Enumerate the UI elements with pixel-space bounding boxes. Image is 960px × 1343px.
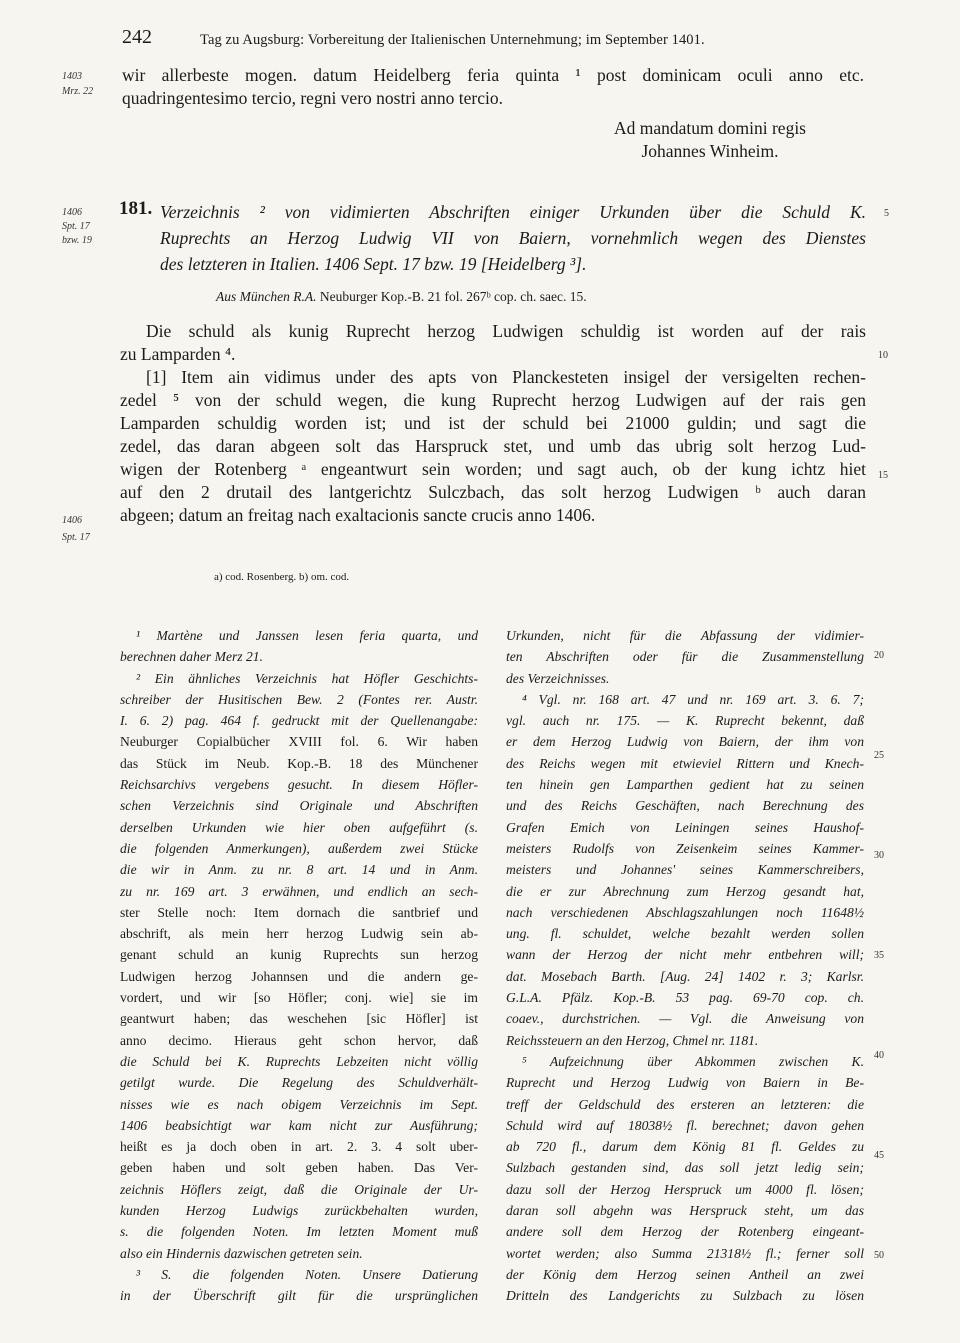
line-number: 45 — [874, 1150, 884, 1161]
entry-number: 181. — [119, 198, 153, 219]
footnote-line: zeichnis Höflers zeigt, daß die Originale der Ur- — [120, 1181, 478, 1197]
intro-line: wir allerbeste mogen. datum Heidelberg feria quinta ¹ post dominicam oculi anno etc. — [122, 65, 864, 85]
footnote-line: der König dem Herzog seinen Antheil an zwei — [506, 1266, 864, 1282]
intro-text — [122, 64, 864, 110]
title-line: Verzeichnis ² von vidimierten Abschriften einiger Urkunden über die Schuld K. — [160, 202, 866, 222]
footnote-line: wortet werden; also Summa 21318½ fl.; ferner soll — [506, 1245, 864, 1261]
footnote-line: genant schuld an kunig Ruprechts sun herzog — [120, 947, 478, 963]
footnote-line: Ludwigen herzog Johannsen und die andern ge- — [120, 968, 478, 984]
footnote-line: s. die folgenden Noten. Im letzten Moment muß — [120, 1224, 478, 1240]
line-number: 25 — [874, 750, 884, 761]
footnote-line: Urkunden, nicht für die Abfassung der vidimier- — [506, 628, 864, 643]
footnote-line: daran soll abgehn was Herspruck steht, um das — [506, 1203, 864, 1219]
footnote-line: schen Verzeichnis sind Originale und Abschriften — [120, 798, 478, 814]
footnote-line: I. 6. 2) pag. 464 f. gedruckt mit der Quellenangabe: — [120, 713, 478, 729]
signature-line: Johannes Winheim. — [641, 141, 779, 161]
line-number: 30 — [874, 850, 884, 861]
line-number: 10 — [878, 350, 888, 361]
footnote-line: geben haben und solt geben haben. Das Ver- — [120, 1160, 478, 1176]
body-line: Die schuld als kunig Ruprecht herzog Ludwigen schuldig ist worden auf der rais — [146, 321, 866, 341]
footnote-line: Ruprecht und Herzog Ludwig von Baiern in Be- — [506, 1075, 864, 1091]
footnotes-left — [120, 625, 478, 1307]
footnote-line: abschrift, als mein herr herzog Ludwig sein ab- — [120, 926, 478, 942]
footnote-line: Reichssteuern an den Herzog, Chmel nr. 1181. — [506, 1032, 759, 1048]
body-line: wigen der Rotenberg ᵃ engeantwurt sein worden; und sagt auch, ob der kung ichtz hiet — [120, 459, 866, 479]
footnote-line: 1406 beabsichtigt war kam nicht zur Ausführung; — [120, 1117, 478, 1133]
body-line: zedel ⁵ von der schuld wegen, die kung Ruprecht herzog Ludwigen auf der rais gen — [120, 390, 866, 410]
footnote-line: derselben Urkunden wie hier oben aufgeführt (s. — [120, 819, 478, 835]
footnote-line: also ein Hindernis dazwischen getreten sein. — [120, 1245, 363, 1261]
source-line — [216, 289, 587, 305]
footnote-line: getilgt wurde. Die Regelung des Schuldverhält- — [120, 1075, 478, 1091]
body-line: Lamparden schuldig worden ist; und ist der schuld bei 21000 guldin; und sagt die — [120, 413, 866, 433]
body-margin-year: 1406 — [62, 515, 82, 526]
body-margin-date: Spt. 17 — [62, 532, 90, 543]
footnote-line: ten Abschriften oder für die Zusammenstellung — [506, 649, 864, 665]
footnote-line: das Stück im Neub. Kop.-B. 18 des Münchener — [120, 755, 478, 771]
footnotes-right — [506, 625, 864, 1307]
intro-line: quadringentesimo tercio, regni vero nostri anno tercio. — [122, 88, 503, 108]
footnote-line: nisses wie es nach obigem Verzeichnis im Sept. — [120, 1096, 478, 1112]
source-reference: Neuburger Kop.-B. 21 fol. 267ᵇ cop. ch. saec. 15. — [319, 289, 587, 304]
title-line: Ruprechts an Herzog Ludwig VII von Baiern, vornehmlich wegen des Dienstes — [160, 228, 866, 248]
footnote-line: des Verzeichnisses. — [506, 670, 610, 686]
footnote-line: andere soll dem Herzog der Rotenberg eingeant- — [506, 1224, 864, 1240]
footnote-line: die wir in Anm. zu nr. 8 art. 14 und in Anm. — [120, 862, 478, 878]
line-number: 35 — [874, 950, 884, 961]
line-number: 5 — [884, 208, 889, 219]
footnote-line: ¹ Martène und Janssen lesen feria quarta, und — [136, 628, 478, 643]
document-body — [120, 320, 866, 527]
footnote-line: Reichsarchivs vergebens gesucht. In diesem Höfler- — [120, 777, 478, 793]
entry-margin-year: 1406 — [62, 207, 82, 218]
source-archive: Aus München R.A. — [216, 289, 317, 304]
footnote-line: coaev., durchstrichen. — Vgl. die Anweisung von — [506, 1011, 864, 1027]
margin-year: 1403 — [62, 71, 82, 82]
footnote-line: ster Stelle noch: Item dornach die santbrief und — [120, 904, 478, 920]
footnote-line: Grafen Emich von Leiningen seines Haushof- — [506, 819, 864, 835]
body-line: [1] Item ain vidimus under des apts von Planckesteten insigel der versigelten rechen- — [146, 367, 866, 387]
footnote-line: ² Ein ähnliches Verzeichnis hat Höfler Geschichts- — [136, 670, 478, 686]
line-number: 40 — [874, 1050, 884, 1061]
footnote-line: ung. fl. schuldet, welche bezahlt werden sollen — [506, 926, 864, 942]
body-line: abgeen; datum an freitag nach exaltacionis sancte crucis anno 1406. — [120, 505, 596, 525]
footnote-line: ten hinein gen Lamparthen gedient hat zu seinen — [506, 777, 864, 793]
variant-notes: a) cod. Rosenberg. b) om. cod. — [214, 571, 350, 583]
signature-line: Ad mandatum domini regis — [614, 118, 806, 138]
footnote-line: ⁴ Vgl. nr. 168 art. 47 und nr. 169 art. 3. 6. 7; — [522, 691, 864, 707]
footnote-line: Schuld wird auf 18038½ fl. berechnet; davon gehen — [506, 1117, 864, 1133]
entry-margin-date: Spt. 17 — [62, 221, 90, 232]
title-line: des letzteren in Italien. 1406 Sept. 17 bzw. 19 [Heidelberg ³]. — [160, 254, 587, 274]
footnote-line: Dritteln des Landgerichts zu Sulzbach zu lösen — [506, 1288, 864, 1304]
footnote-line: meisters und Johannes' seines Kammerschreibers, — [506, 862, 864, 878]
page-number: 242 — [122, 26, 152, 48]
footnote-line: die Schuld bei K. Ruprechts Lebzeiten nicht völlig — [120, 1053, 478, 1069]
footnote-line: wann der Herzog der nicht mehr entbehren will; — [506, 947, 864, 963]
footnote-line: nach verschiedenen Abschlagszahlungen noch 11648½ — [506, 904, 864, 920]
footnote-line: ab 720 fl., darum dem König 81 fl. Geldes zu — [506, 1139, 864, 1155]
footnote-line: meisters Rudolfs von Zeisenkeim seines Kammer- — [506, 840, 864, 856]
footnote-line: vordert, und wir [so Höfler; conj. wie] sie im — [120, 990, 478, 1006]
footnote-line: und des Reichs Geschäften, nach Berechnung des — [506, 798, 864, 814]
body-line: zedel, das daran abgeen solt das Harspruck stet, und umb das ubrig solt herzog Lud- — [120, 436, 866, 456]
footnote-line: geantwurt haben; das weschehen [sic Höfler] ist — [120, 1011, 478, 1027]
footnote-line: die folgenden Anmerkungen), außerdem zwei Stücke — [120, 840, 478, 856]
margin-date: Mrz. 22 — [62, 86, 94, 97]
footnote-line: heißt es ja doch oben in art. 2. 3. 4 solt uber- — [120, 1139, 478, 1155]
body-line: auf den 2 drutail des lantgerichtz Sulczbach, das solt herzog Ludwigen ᵇ auch daran — [120, 482, 866, 502]
footnote-line: er dem Herzog Ludwig von Baiern, der ihm von — [506, 734, 864, 750]
footnote-line: des Reichs wegen mit etwieviel Rittern und Knech- — [506, 755, 864, 771]
footnote-line: dazu soll der Herzog Herspruck um 4000 fl. lösen; — [506, 1181, 864, 1197]
footnote-line: berechnen daher Merz 21. — [120, 649, 263, 665]
footnote-line: zu nr. 169 art. 3 erwähnen, und endlich an sech- — [120, 883, 478, 899]
footnote-line: dat. Mosebach Barth. [Aug. 24] 1402 r. 3; Karlsr. — [506, 968, 864, 984]
body-line: zu Lamparden ⁴. — [120, 344, 236, 364]
running-title: Tag zu Augsburg: Vorbereitung der Italienischen Unternehmung; im September 1401. — [200, 32, 705, 48]
footnote-line: ⁵ Aufzeichnung über Abkommen zwischen K. — [522, 1053, 864, 1069]
footnote-line: Neuburger Copialbücher XVIII fol. 6. Wir haben — [120, 734, 478, 750]
footnote-line: treff der Geldschuld des ersteren an letzteren: die — [506, 1096, 864, 1112]
footnote-line: in der Überschrift gilt für die ursprünglichen — [120, 1288, 478, 1304]
entry-margin-date: bzw. 19 — [62, 235, 92, 246]
footnote-line: ³ S. die folgenden Noten. Unsere Datierung — [136, 1266, 478, 1282]
line-number: 50 — [874, 1250, 884, 1261]
footnote-line: die er zur Abrechnung zum Herzog gesandt hat, — [506, 883, 864, 899]
signature — [614, 117, 806, 163]
entry-title — [160, 199, 866, 277]
footnote-line: kunden Herzog Ludwigs zurückbehalten wurden, — [120, 1203, 478, 1219]
line-number: 20 — [874, 650, 884, 661]
footnote-line: vgl. auch nr. 175. — K. Ruprecht bekennt, daß — [506, 713, 864, 729]
footnote-line: anno decimo. Hieraus geht schon hervor, daß — [120, 1032, 478, 1048]
footnote-line: schreiber der Husitischen Bew. 2 (Fontes rer. Austr. — [120, 691, 478, 707]
footnote-line: Sulzbach gestanden sind, das soll jetzt ledig sein; — [506, 1160, 864, 1176]
footnote-line: G.L.A. Pfälz. Kop.-B. 53 pag. 69-70 cop. ch. — [506, 990, 864, 1006]
line-number: 15 — [878, 470, 888, 481]
